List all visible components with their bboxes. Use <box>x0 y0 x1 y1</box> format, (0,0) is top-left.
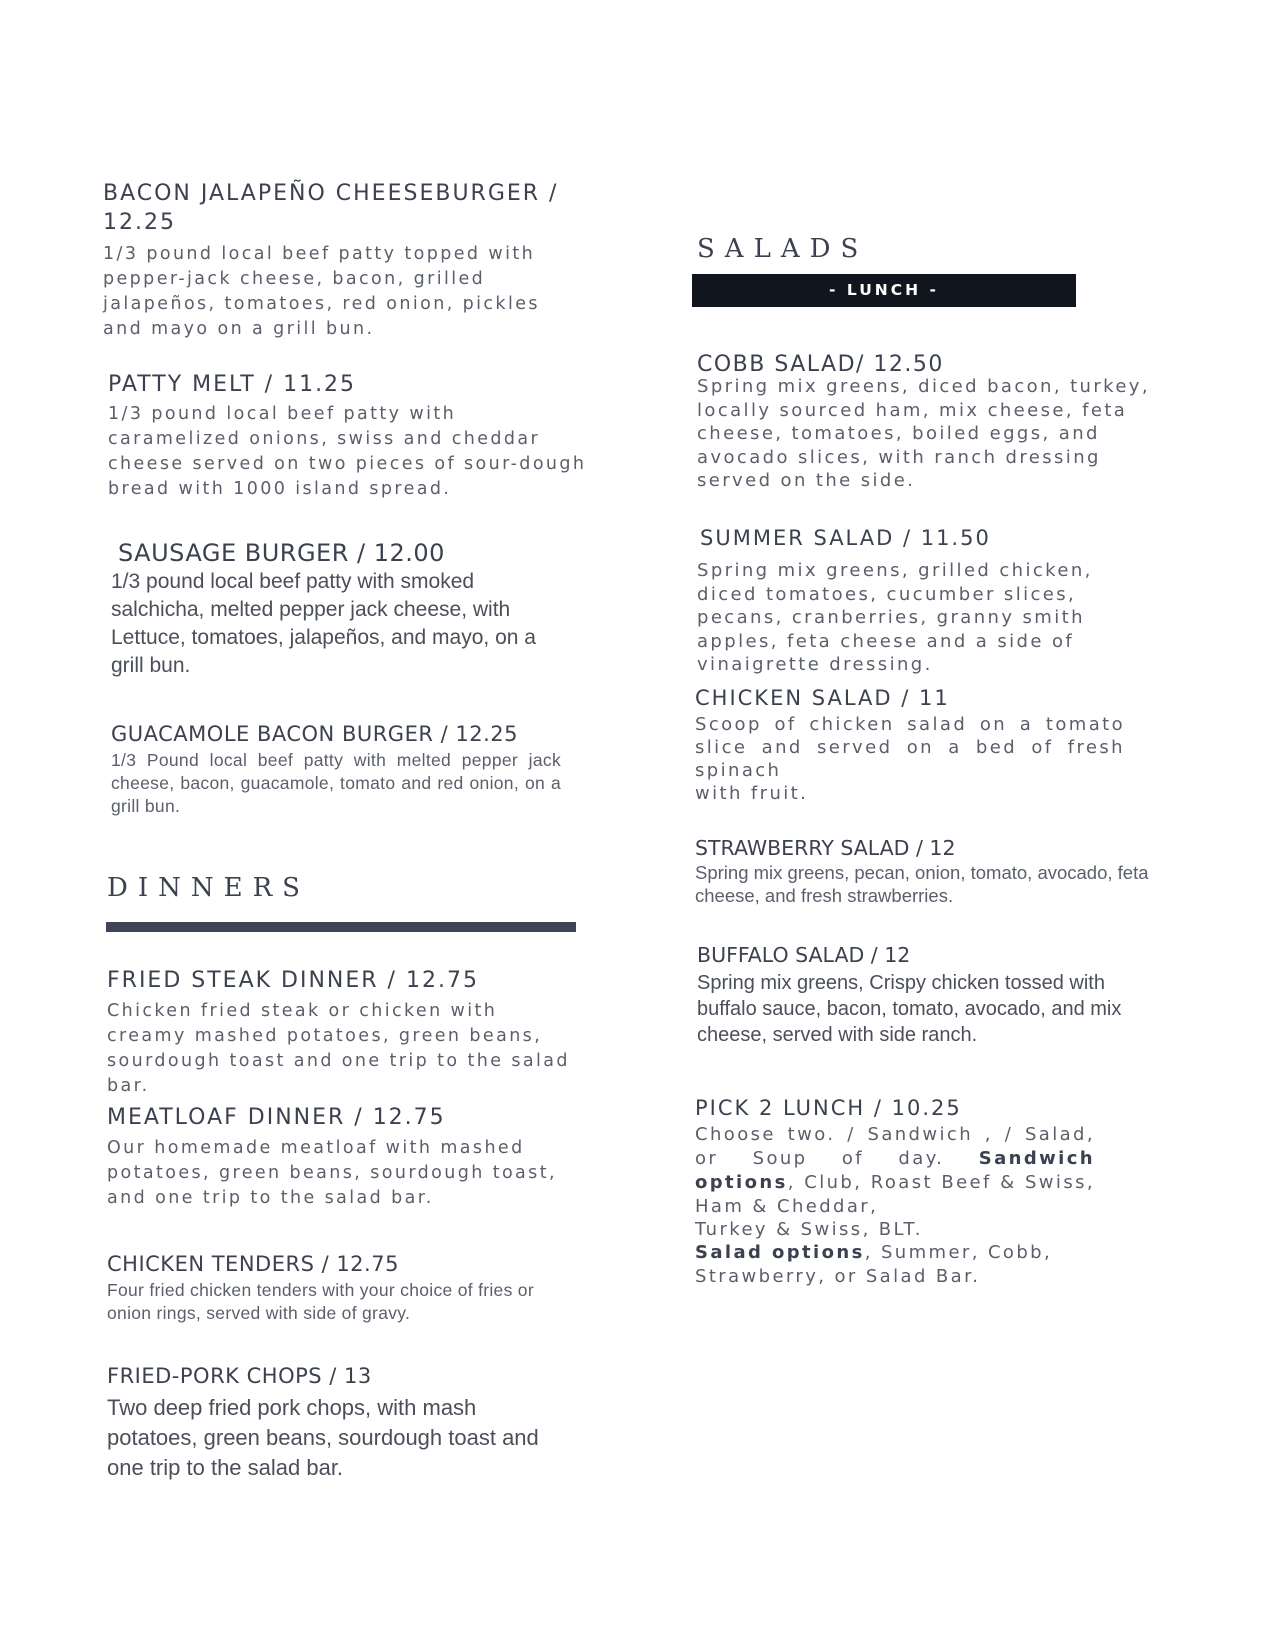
item-title: SUMMER SALAD / 11.50 <box>700 526 991 550</box>
salad-options <box>695 1241 1095 1289</box>
item-description: Spring mix greens, grilled chicken, diced tomatoes, cucumber slices, pecans, cranberries, granny smith apples, feta cheese and a side of vinaigrette dressing. <box>697 560 1093 675</box>
menu-item-pork-chops <box>107 1362 557 1483</box>
item-description: Our homemade meatloaf with mashed potatoes, green beans, sourdough toast, and one trip to the salad bar. <box>107 1138 557 1208</box>
section-heading-salads: SALADS <box>697 234 869 264</box>
item-description: 1/3 pound local beef patty topped with pepper-jack cheese, bacon, grilled jalapeños, tomatoes, red onion, pickles and mayo on a grill bun. <box>103 244 540 339</box>
sandwich-options-list-continued: Turkey & Swiss, BLT. <box>695 1219 923 1240</box>
item-title: CHICKEN TENDERS / 12.75 <box>107 1252 399 1276</box>
item-description: Scoop of chicken salad on a tomato slice and served on a bed of fresh spinach <box>695 714 1125 781</box>
menu-item-bacon-jalapeno <box>103 179 583 342</box>
salad-options-label: Salad options <box>695 1242 865 1263</box>
menu-item-chicken-salad <box>695 684 1125 805</box>
item-description: Spring mix greens, diced bacon, turkey, locally sourced ham, mix cheese, feta cheese, tomatoes, boiled eggs, and avocado slices, with ranch dressing served on the side. <box>697 376 1150 491</box>
item-title: COBB SALAD/ 12.50 <box>697 352 944 377</box>
item-description: Spring mix greens, Crispy chicken tossed with buffalo sauce, bacon, tomato, avocado, and mix cheese, served with side ranch. <box>697 972 1122 1046</box>
sandwich-options-list: , Club, Roast Beef & Swiss, Ham & Cheddar, <box>695 1172 1095 1217</box>
item-description: Spring mix greens, pecan, onion, tomato, avocado, feta cheese, and fresh strawberries. <box>695 862 1149 906</box>
item-description: 1/3 Pound local beef patty with melted pepper jack cheese, bacon, guacamole, tomato and red onion, on a grill bun. <box>111 750 561 816</box>
item-description: Chicken fried steak or chicken with creamy mashed potatoes, green beans, sourdough toast and one trip to the salad bar. <box>107 1001 570 1096</box>
section-heading-dinners: DINNERS <box>107 873 310 903</box>
menu-item-guacamole-burger <box>111 720 561 818</box>
menu-item-sausage-burger <box>111 539 551 680</box>
sandwich-options-label: Sandwich options <box>695 1148 1095 1193</box>
item-title: PATTY MELT / 11.25 <box>108 372 357 397</box>
item-description: Two deep fried pork chops, with mash potatoes, green beans, sourdough toast and one trip to the salad bar. <box>107 1395 539 1480</box>
item-title: BACON JALAPEÑO CHEESEBURGER / 12.25 <box>103 181 559 235</box>
item-title: FRIED-PORK CHOPS / 13 <box>107 1364 372 1388</box>
pick2-intro: Choose two. / Sandwich , / Salad, or Soup of day. <box>695 1124 1095 1169</box>
item-title: FRIED STEAK DINNER / 12.75 <box>107 968 479 993</box>
item-description-continued: with fruit. <box>695 783 809 804</box>
item-title: GUACAMOLE BACON BURGER / 12.25 <box>111 722 518 746</box>
item-description: 1/3 pound local beef patty with smoked salchicha, melted pepper jack cheese, with Lettuce, tomatoes, jalapeños, and mayo, on a grill bun. <box>111 570 536 677</box>
item-title: SAUSAGE BURGER / 12.00 <box>118 539 445 567</box>
menu-item-cobb-salad <box>697 350 1157 493</box>
menu-item-chicken-tenders <box>107 1250 547 1325</box>
summer-salad-description-block <box>697 559 1157 677</box>
item-title: PICK 2 LUNCH / 10.25 <box>695 1096 962 1120</box>
menu-item-pick-2-lunch <box>695 1094 1095 1289</box>
lunch-banner: - LUNCH - <box>692 274 1076 307</box>
menu-item-patty-melt <box>108 370 588 502</box>
item-title: BUFFALO SALAD / 12 <box>697 943 911 967</box>
menu-item-summer-salad <box>700 524 1130 553</box>
item-description: Four fried chicken tenders with your choice of fries or onion rings, served with side of gravy. <box>107 1280 534 1323</box>
item-title: STRAWBERRY SALAD / 12 <box>695 836 956 860</box>
menu-item-buffalo-salad <box>697 941 1157 1048</box>
menu-item-meatloaf <box>107 1103 557 1211</box>
salad-options-list: , Summer, Cobb, Strawberry, or Salad Bar. <box>695 1242 1053 1287</box>
menu-item-strawberry-salad <box>695 834 1165 907</box>
item-description <box>695 1123 1095 1219</box>
item-description: 1/3 pound local beef patty with caramelized onions, swiss and cheddar cheese served on two pieces of sour-dough bread with 1000 island spread. <box>108 404 587 499</box>
menu-item-fried-steak <box>107 966 577 1099</box>
section-divider <box>106 922 576 932</box>
item-title: CHICKEN SALAD / 11 <box>695 686 950 710</box>
item-title: MEATLOAF DINNER / 12.75 <box>107 1105 446 1130</box>
